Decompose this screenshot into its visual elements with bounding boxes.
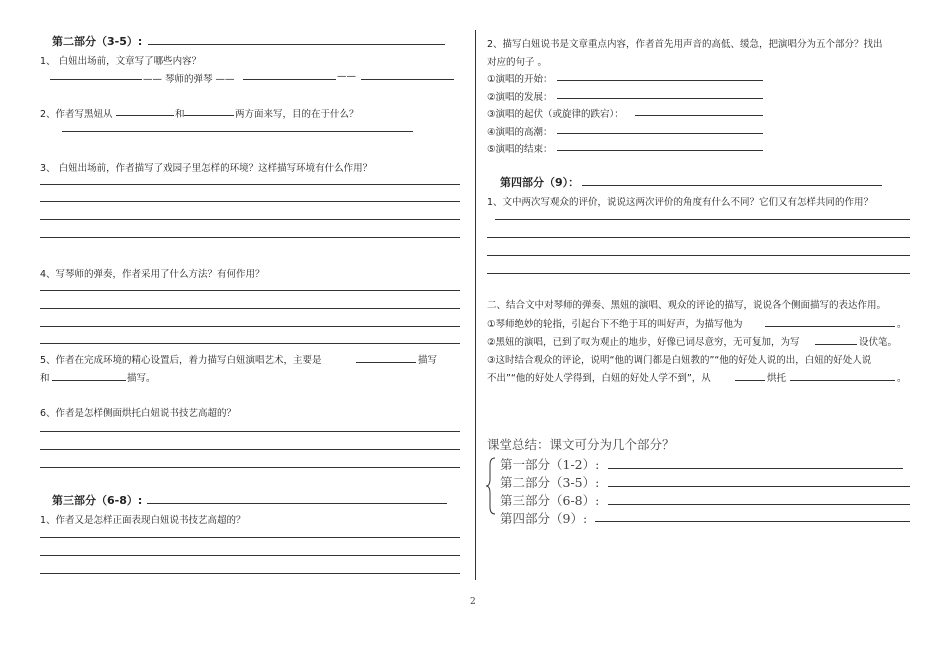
stage-label: ①演唱的开始： — [487, 74, 553, 85]
p4-q2-item3-d: 。 — [897, 373, 907, 384]
stage-label: ③演唱的起伏（或旋律的跌宕）： — [487, 109, 624, 120]
p4-q2-item3-blank-1[interactable] — [735, 380, 765, 381]
q5-text-b: 描写 — [418, 355, 438, 366]
brace-icon — [486, 457, 496, 515]
part2-title-line[interactable] — [148, 44, 445, 45]
p4-q1-answer-line[interactable] — [495, 219, 910, 220]
p3-q1-answer-line[interactable] — [40, 537, 460, 538]
q2-text-a: 2、作者写黑妞从 — [40, 109, 113, 120]
q3-answer-line[interactable] — [40, 219, 460, 220]
stage-label: ④演唱的高潮： — [487, 127, 553, 138]
part4-title-line[interactable] — [582, 185, 882, 186]
q5-blank-1[interactable] — [356, 362, 416, 363]
summary-part: 第一部分（1-2）: — [500, 457, 600, 472]
q4-answer-line[interactable] — [40, 343, 460, 344]
part4-heading: 第四部分（9）： — [500, 176, 580, 189]
stage-label: ⑤演唱的结束： — [487, 144, 553, 155]
q4-prompt: 4、写琴师的弹奏，作者采用了什么方法？有何作用？ — [40, 269, 265, 280]
p4-q2-item3-c: 烘托 — [767, 373, 787, 384]
stage-blank[interactable] — [557, 150, 763, 151]
p4-q2-prompt: 二、结合文中对琴师的弹奏、黑妞的演唱、观众的评论的描写，说说各个侧面描写的表达作用。 — [487, 300, 887, 311]
q2-text-c: 两方面来写，目的在于什么？ — [235, 109, 359, 120]
q1-blank-2[interactable] — [243, 79, 336, 80]
p4-q1-answer-line[interactable] — [487, 273, 910, 274]
q5-text-d: 描写。 — [127, 373, 156, 384]
q2-answer-line[interactable] — [62, 131, 413, 132]
stage-blank[interactable] — [635, 115, 763, 116]
page-number: 2 — [470, 597, 476, 607]
p4-q2-item3-b: 不出”“他的好处人学得到，白妞的好处人学不到”，从 — [487, 373, 711, 384]
p4-q1-answer-line[interactable] — [487, 255, 910, 256]
p4-q2-item2-b: 设伏笔。 — [859, 337, 898, 348]
r-q2-line1: 2、描写白妞说书是文章重点内容，作者首先用声音的高低、缓急，把演唱分为五个部分？找出 — [487, 39, 883, 50]
q4-answer-line[interactable] — [40, 308, 460, 309]
summary-title: 课堂总结：课文可分为几个部分？ — [487, 437, 675, 452]
p4-q2-item1-b: 。 — [897, 319, 907, 330]
q3-answer-line[interactable] — [40, 184, 460, 185]
summary-blank[interactable] — [608, 504, 910, 505]
p4-q1-answer-line[interactable] — [487, 237, 910, 238]
q6-answer-line[interactable] — [40, 449, 460, 450]
q1-prompt: 1、 白妞出场前，文章写了哪些内容？ — [40, 56, 202, 67]
p3-q1-answer-line[interactable] — [40, 555, 460, 556]
summary-blank[interactable] — [595, 521, 910, 522]
q6-answer-line[interactable] — [40, 467, 460, 468]
p4-q2-item2-a: ②黑妞的演唱，已到了叹为观止的地步，好像已词尽意穷，无可复加，为写 — [487, 337, 800, 348]
stage-label: ②演唱的发展： — [487, 92, 553, 103]
q3-answer-line[interactable] — [40, 201, 460, 202]
p3-q1-answer-line[interactable] — [40, 573, 460, 574]
q3-answer-line[interactable] — [40, 237, 460, 238]
summary-blank[interactable] — [608, 468, 903, 469]
q2-text-b: 和 — [175, 109, 185, 120]
q1-blank-3[interactable] — [361, 79, 454, 80]
p4-q2-item3-a: ③这时结合观众的评论，说明“他的调门都是白妞教的”“他的好处人说的出，白妞的好处人说 — [487, 355, 872, 366]
part3-heading: 第三部分（6-8）: — [52, 494, 143, 507]
p4-q2-item3-blank-2[interactable] — [790, 380, 895, 381]
r-q2-line2: 对应的句子 。 — [487, 57, 548, 68]
summary-part: 第三部分（6-8）: — [500, 493, 600, 508]
p4-q2-item1-a: ①琴师绝妙的轮指，引起台下不绝于耳的叫好声，为描写他为 — [487, 319, 743, 330]
p3-q1-prompt: 1、作者又是怎样正面表现白妞说书技艺高超的？ — [40, 515, 246, 526]
q6-answer-line[interactable] — [40, 431, 460, 432]
part2-heading: 第二部分（3-5）: — [52, 35, 143, 48]
summary-blank[interactable] — [608, 486, 910, 487]
q4-answer-line[interactable] — [40, 290, 460, 291]
q3-prompt: 3、 白妞出场前，作者描写了戏园子里怎样的环境？这样描写环境有什么作用？ — [40, 163, 373, 174]
q5-blank-2[interactable] — [52, 380, 126, 381]
q2-blank-1[interactable] — [116, 115, 174, 116]
q5-text-c: 和 — [40, 373, 50, 384]
summary-part: 第二部分（3-5）: — [500, 475, 600, 490]
q1-dash: —— — [337, 71, 356, 82]
q2-blank-2[interactable] — [184, 115, 234, 116]
p4-q2-item1-blank[interactable] — [765, 326, 895, 327]
q6-prompt: 6、作者是怎样侧面烘托白妞说书技艺高超的？ — [40, 408, 237, 419]
summary-part: 第四部分（9）: — [500, 511, 588, 526]
p4-q1-prompt: 1、文中两次写观众的评价，说说这两次评价的角度有什么不同？它们又有怎样共同的作用？ — [487, 197, 874, 208]
column-divider — [475, 30, 476, 580]
stage-blank[interactable] — [557, 98, 763, 99]
q5-text-a: 5、作者在完成环境的精心设置后，着力描写白妞演唱艺术，主要是 — [40, 355, 322, 366]
stage-blank[interactable] — [557, 80, 763, 81]
q1-blank-1[interactable] — [50, 79, 142, 80]
p4-q2-item2-blank[interactable] — [815, 344, 857, 345]
q1-middle-text: —— 琴师的弹琴 —— — [143, 74, 235, 85]
stage-blank[interactable] — [557, 133, 763, 134]
part3-title-line[interactable] — [147, 503, 447, 504]
q4-answer-line[interactable] — [40, 326, 460, 327]
